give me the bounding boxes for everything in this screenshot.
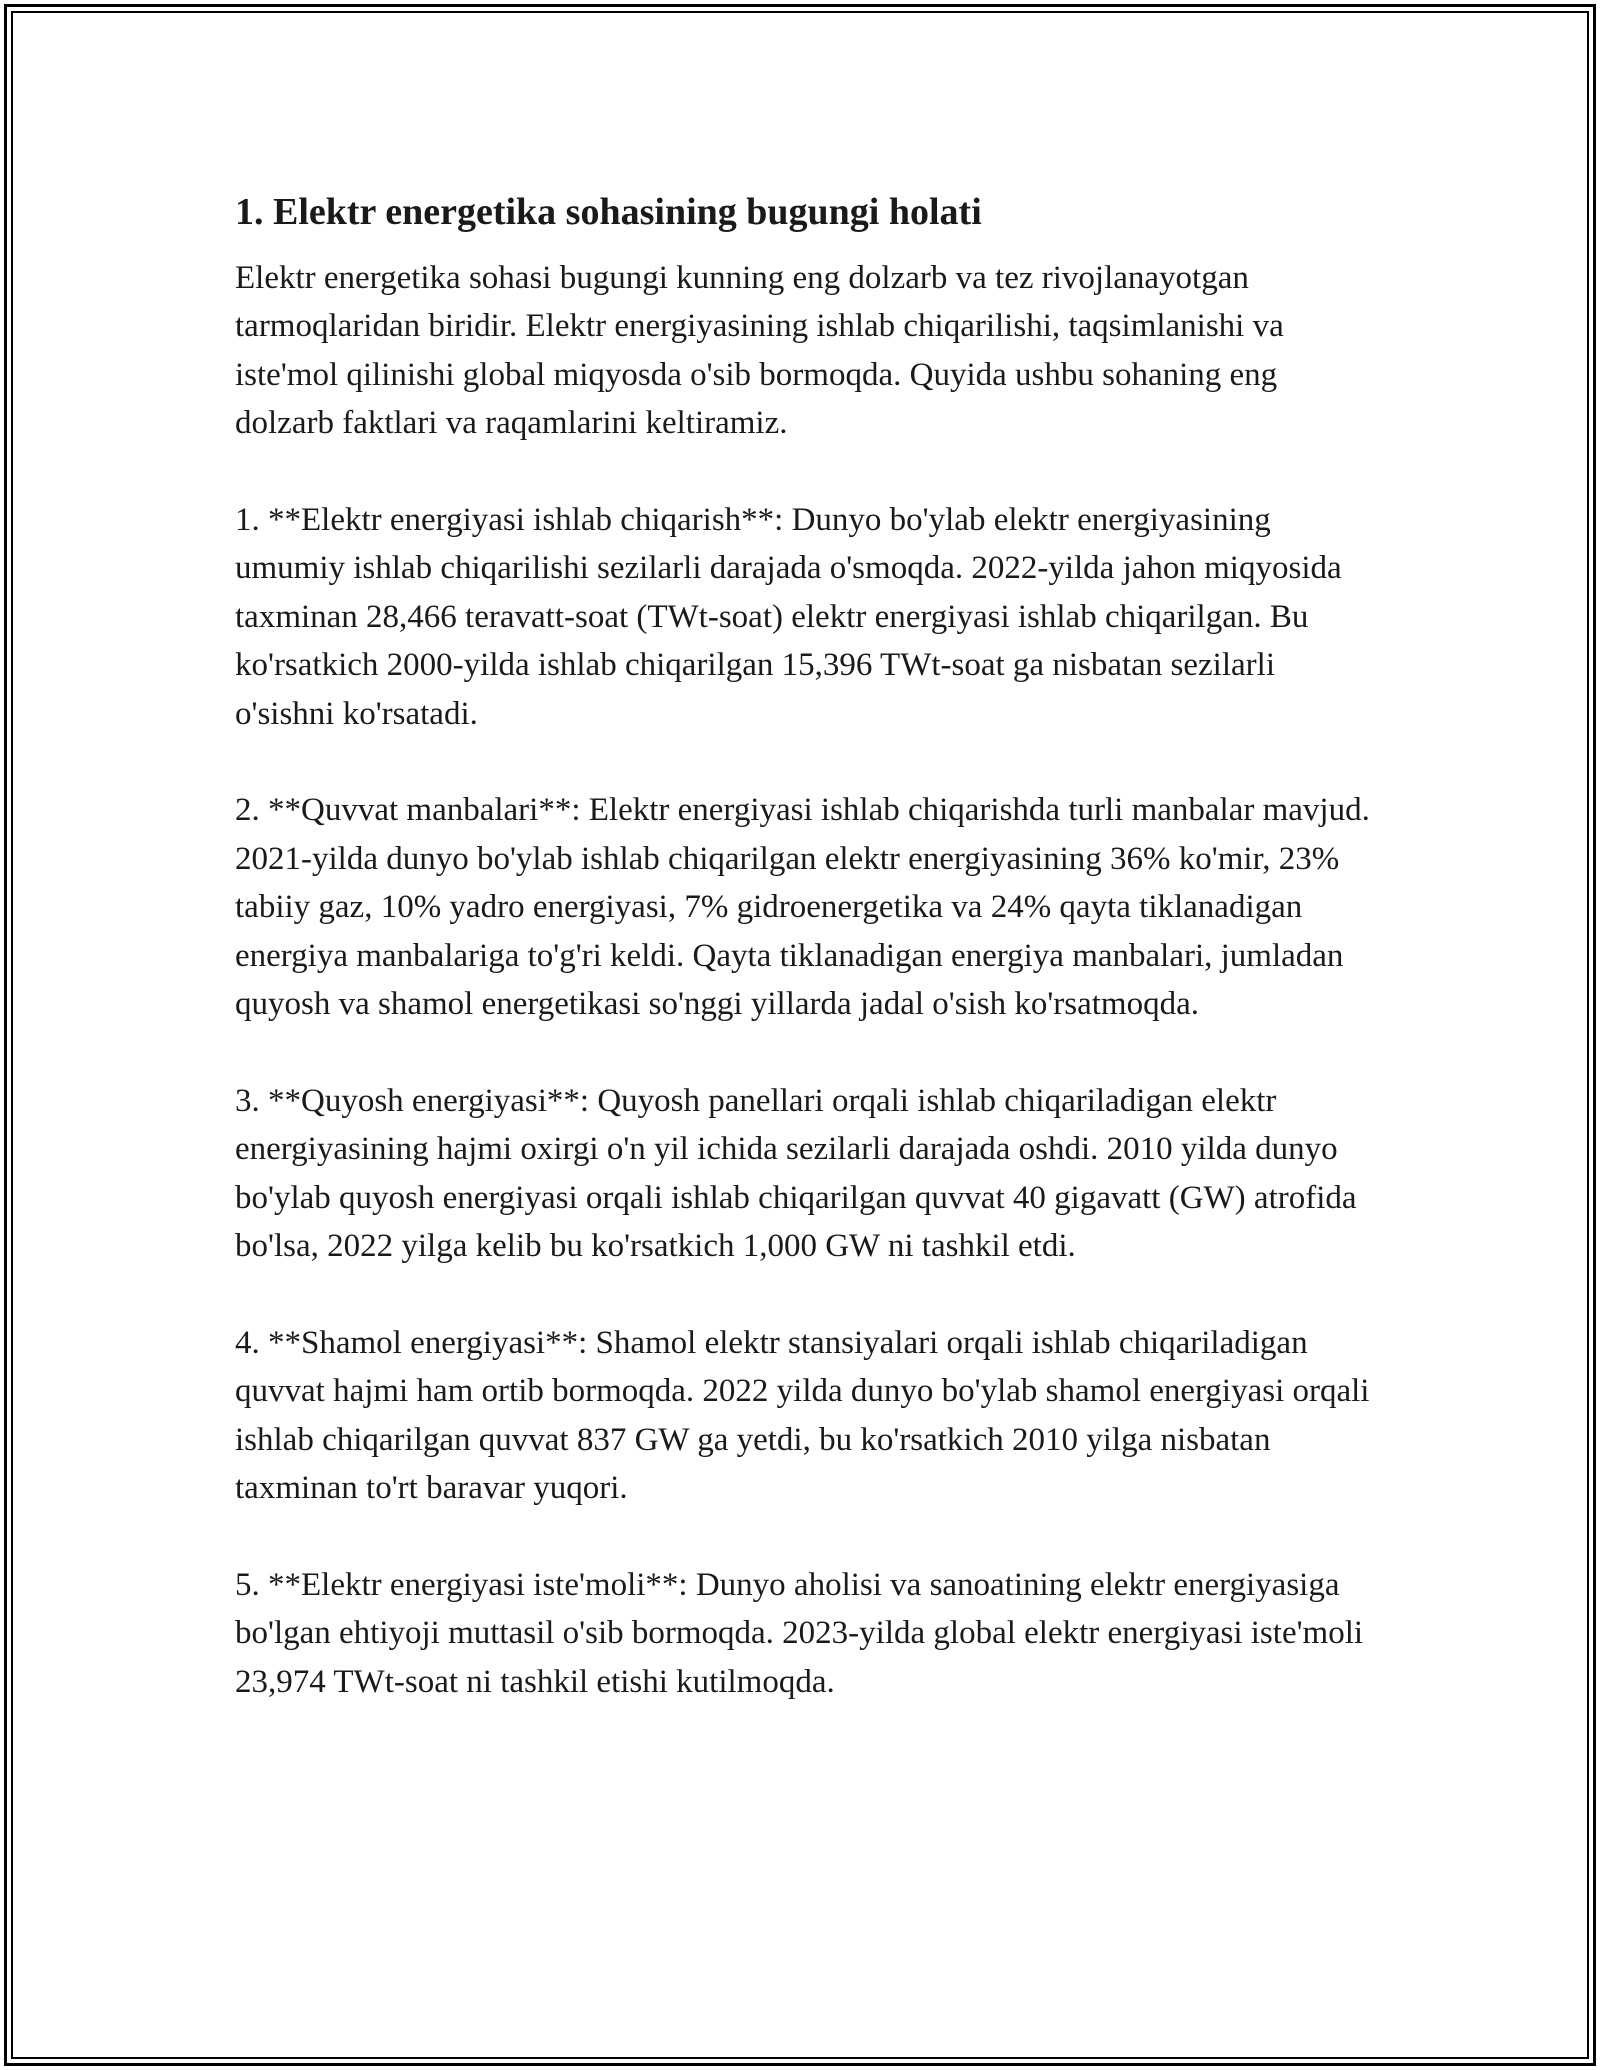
document-title: 1. Elektr energetika sohasining bugungi holati <box>235 191 982 233</box>
paragraph-power-sources: 2. **Quvvat manbalari**: Elektr energiyasi ishlab chiqarishda turli manbalar mavjud. 2021-yilda dunyo bo'ylab ishlab chiqarilgan elektr energiyasining 36% ko'mir, 23% tabiiy gaz, 10% yadro energiyasi, 7% gidroenergetika va 24% qayta tiklanadigan energiya manbalariga to'g'ri keldi. Qayta tiklanadigan energiya manbalari, jumladan quyosh va shamol energetikasi so'nggi yillarda jadal o'sish ko'rsatmoqda. <box>235 792 1379 1023</box>
paragraph-electricity-production: 1. **Elektr energiyasi ishlab chiqarish**: Dunyo bo'ylab elektr energiyasining umumiy ishlab chiqarilishi sezilarli darajada o'smoqda. 2022-yilda jahon miqyosida taxminan 28,466 teravatt-soat (TWt-soat) elektr energiyasi ishlab chiqarilgan. Bu ko'rsatkich 2000-yilda ishlab chiqarilgan 15,396 TWt-soat ga nisbatan sezilarli o'sishni ko'rsatadi. <box>235 502 1350 732</box>
intro-paragraph: Elektr energetika sohasi bugungi kunning eng dolzarb va tez rivojlanayotgan tarmoqlaridan biridir. Elektr energiyasining ishlab chiqarilishi, taqsimlanishi va iste'mol qilinishi global miqyosda o'sib bormoqda. Quyida ushbu sohaning eng dolzarb faktlari va raqamlarini keltiramiz. <box>235 260 1292 442</box>
paragraph-solar-energy: 3. **Quyosh energiyasi**: Quyosh panellari orqali ishlab chiqariladigan elektr energiyasining hajmi oxirgi o'n yil ichida sezilarli darajada oshdi. 2010 yilda dunyo bo'ylab quyosh energiyasi orqali ishlab chiqarilgan quvvat 40 gigavatt (GW) atrofida bo'lsa, 2022 yilga kelib bu ko'rsatkich 1,000 GW ni tashkil etdi. <box>235 1082 1365 1265</box>
paragraph-wind-energy: 4. **Shamol energiyasi**: Shamol elektr stansiyalari orqali ishlab chiqariladigan quvvat hajmi ham ortib bormoqda. 2022 yilda dunyo bo'ylab shamol energiyasi orqali ishlab chiqarilgan quvvat 837 GW ga yetdi, bu ko'rsatkich 2010 yilga nisbatan taxminan to'rt baravar yuqori. <box>235 1324 1378 1507</box>
paragraph-electricity-consumption: 5. **Elektr energiyasi iste'moli**: Dunyo aholisi va sanoatining elektr energiyasiga bo'lgan ehtiyoji muttasil o'sib bormoqda. 2023-yilda global elektr energiyasi iste'moli 23,974 TWt-soat ni tashkil etishi kutilmoqda. <box>235 1566 1372 1700</box>
document-body <box>235 188 1379 1755</box>
